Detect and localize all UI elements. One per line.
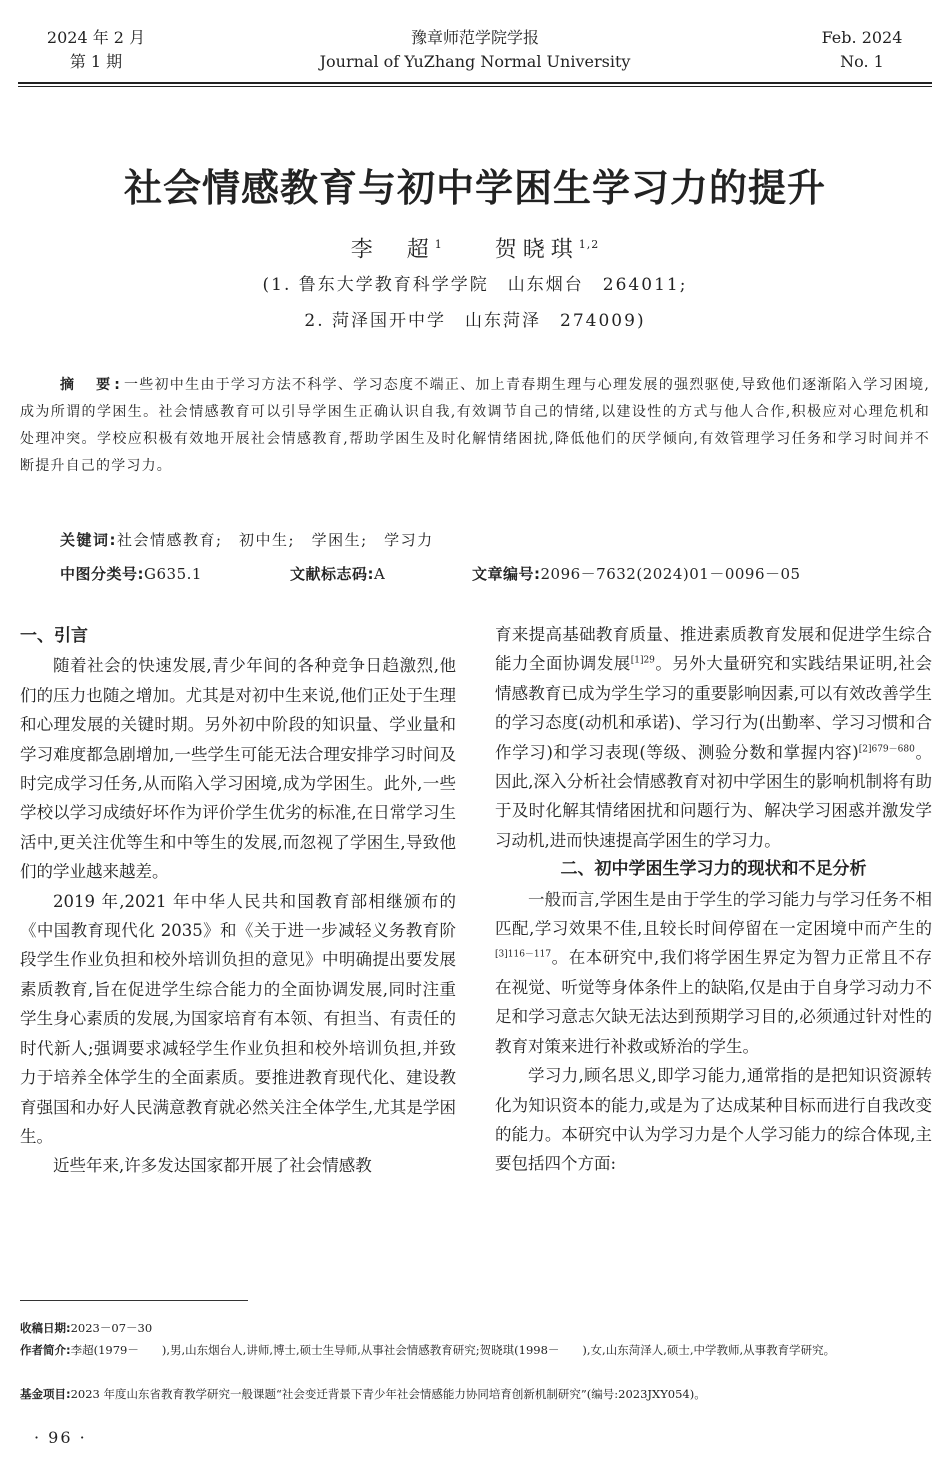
journal-name (200, 26, 750, 74)
section-heading-status: 二、初中学困生学习力的现状和不足分析 (560, 859, 867, 880)
page-number: · 96 · (34, 1428, 87, 1447)
paragraph-text: 育来提高基础教育质量、推进素质教育发展和促进学生综合能力全面协调发展 (495, 625, 932, 674)
paragraph (495, 620, 932, 855)
article-number-value: 2096－7632(2024)01－0096－05 (540, 565, 801, 583)
author-line (20, 229, 930, 266)
footnote-fund (20, 1384, 932, 1405)
footnote-rule (20, 1300, 248, 1301)
section-heading-intro: 一、引言 (20, 626, 88, 646)
body-right-column (495, 620, 932, 1179)
citation: [3]116－117 (495, 949, 552, 960)
clc-value: G635.1 (144, 565, 202, 583)
paragraph: 学习力,顾名思义,即学习能力,通常指的是把知识资源转化为知识资本的能力,或是为了达成某种目标而进行自我改变的能力。本研究中认为学习力是个人学习能力的综合体现,主要包括四个方面: (495, 1066, 932, 1174)
keywords (60, 527, 434, 553)
paragraph: 随着社会的快速发展,青少年间的各种竞争日趋激烈,他们的压力也随之增加。尤其是对初中生来说,他们正处于生理和心理发展的关键时期。另外初中阶段的知识量、学业量和学习难度都急剧增加,一些学生可能无法合理安排学习时间及时完成学习任务,从而陷入学习困境,成为学困生。此外,一些学校以学习成绩好坏作为评价学生优劣的标准,在日常学习生活中,更关注优等生和中等生的发展,而忽视了学困生,导致他们的学业越来越差。 (20, 656, 456, 882)
journal-name-cn: 豫章师范学院学报 (410, 28, 539, 47)
abstract (20, 372, 930, 480)
paragraph: 近些年来,许多发达国家都开展了社会情感教 (53, 1156, 372, 1176)
author-2: 贺晓琪 (494, 237, 579, 263)
body-left-column (20, 622, 456, 1181)
article-title: 社会情感教育与初中学困生学习力的提升 (123, 165, 826, 210)
author-1: 李 超 (350, 237, 435, 263)
paragraph: 2019 年,2021 年中华人民共和国教育部相继颁布的《中国教育现代化 2035》和《关于进一步减轻义务教育阶段学生作业负担和校外培训负担的意见》中明确提出要发展素质教育,旨在促进学生综合能力的全面协调发展,同时注重学生身心素质的发展,为国家培育有本领、有担当、有责任的时代新人;强调要求减轻学生作业负担和校外培训负担,并致力于培养全体学生的全面素质。要推进教育现代化、建设教育强国和办好人民满意教育就必然关注全体学生,尤其是学困生。 (20, 891, 456, 1146)
journal-date (26, 26, 166, 74)
author-bio-value: 李超(1979－ ),男,山东烟台人,讲师,博士,硕士生导师,从事社会情感教育研究;贺晓琪(1998－ ),女,山东菏泽人,硕士,中学教师,从事教育学研究。 (70, 1343, 836, 1357)
fund-label: 基金项目: (20, 1387, 71, 1401)
citation: [1]29 (630, 655, 655, 666)
clc-label: 中图分类号: (60, 565, 144, 583)
doc-code-label: 文献标志码: (290, 565, 374, 583)
journal-date-en (802, 26, 922, 74)
fund-value: 2023 年度山东省教育教学研究一般课题“社会变迁背景下青少年社会情感能力协同培育创新机制研究”(编号:2023JXY054)。 (70, 1387, 706, 1401)
abstract-text: 一些初中生由于学习方法不科学、学习态度不端正、加上青春期生理与心理发展的强烈驱使,导致他们逐渐陷入学习困境,成为所谓的学困生。社会情感教育可以引导学困生正确认识自我,有效调节自己的情绪,以建设性的方式与他人合作,积极应对心理危机和处理冲突。学校应积极有效地开展社会情感教育,帮助学困生及时化解情绪困扰,降低他们的厌学倾向,有效管理学习任务和学习时间并不断提升自己的学习力。 (20, 377, 930, 474)
issue-number-cn: 第 1 期 (69, 52, 123, 71)
article-number-label: 文章编号: (472, 565, 541, 583)
footnote-received (20, 1318, 932, 1339)
doc-code-value: A (374, 565, 386, 583)
abstract-label: 摘 要: (60, 377, 124, 393)
paragraph-text: 。在本研究中,我们将学困生界定为智力正常且不存在视觉、听觉等身体条件上的缺陷,仅是由于自身学习动力不足和学习意志欠缺无法达到预期学习目的,必须通过针对性的教育对策来进行补救或矫治的学生。 (495, 948, 932, 1056)
issue-date: 2024 年 2 月 (46, 28, 146, 47)
affiliation-2: 2. 菏泽国开中学 山东菏泽 274009) (304, 311, 646, 331)
issue-date-en: Feb. 2024 (821, 28, 903, 47)
paragraph-text: 一般而言,学困生是由于学生的学习能力与学习任务不相匹配,学习效果不佳,且较长时间停留在一定困境中而产生的 (495, 889, 932, 939)
paragraph (495, 885, 932, 1061)
author-bio-label: 作者简介: (20, 1343, 71, 1357)
classification-line (60, 561, 930, 587)
journal-name-en: Journal of YuZhang Normal University (319, 52, 631, 71)
received-label: 收稿日期: (20, 1321, 71, 1335)
keywords-text: 社会情感教育; 初中生; 学困生; 学习力 (117, 531, 434, 549)
header-rule (18, 82, 932, 84)
author-1-affil: 1 (434, 238, 443, 251)
affiliation-1: (1. 鲁东大学教育科学学院 山东烟台 264011; (262, 275, 688, 295)
received-value: 2023－07－30 (70, 1321, 153, 1335)
footnote-author (20, 1340, 932, 1361)
paragraph-text: 。因此,深入分析社会情感教育对初中学困生的影响机制将有助于及时化解其情绪困扰和问题行为、解决学习困惑并激发学习动机,进而快速提高学困生的学习力。 (495, 742, 932, 850)
issue-number-en: No. 1 (840, 52, 884, 71)
citation: [2]679－680 (858, 744, 915, 755)
paragraph-text: 。另外大量研究和实践结果证明,社会情感教育已成为学生学习的重要影响因素,可以有效改善学生的学习态度(动机和承诺)、学习行为(出勤率、学习习惯和合作学习)和学习表现(等级、测验分数和掌握内容) (495, 654, 933, 762)
keywords-label: 关键词: (60, 531, 117, 549)
header-rule-thin (18, 86, 932, 87)
author-2-affil: 1,2 (578, 238, 600, 251)
